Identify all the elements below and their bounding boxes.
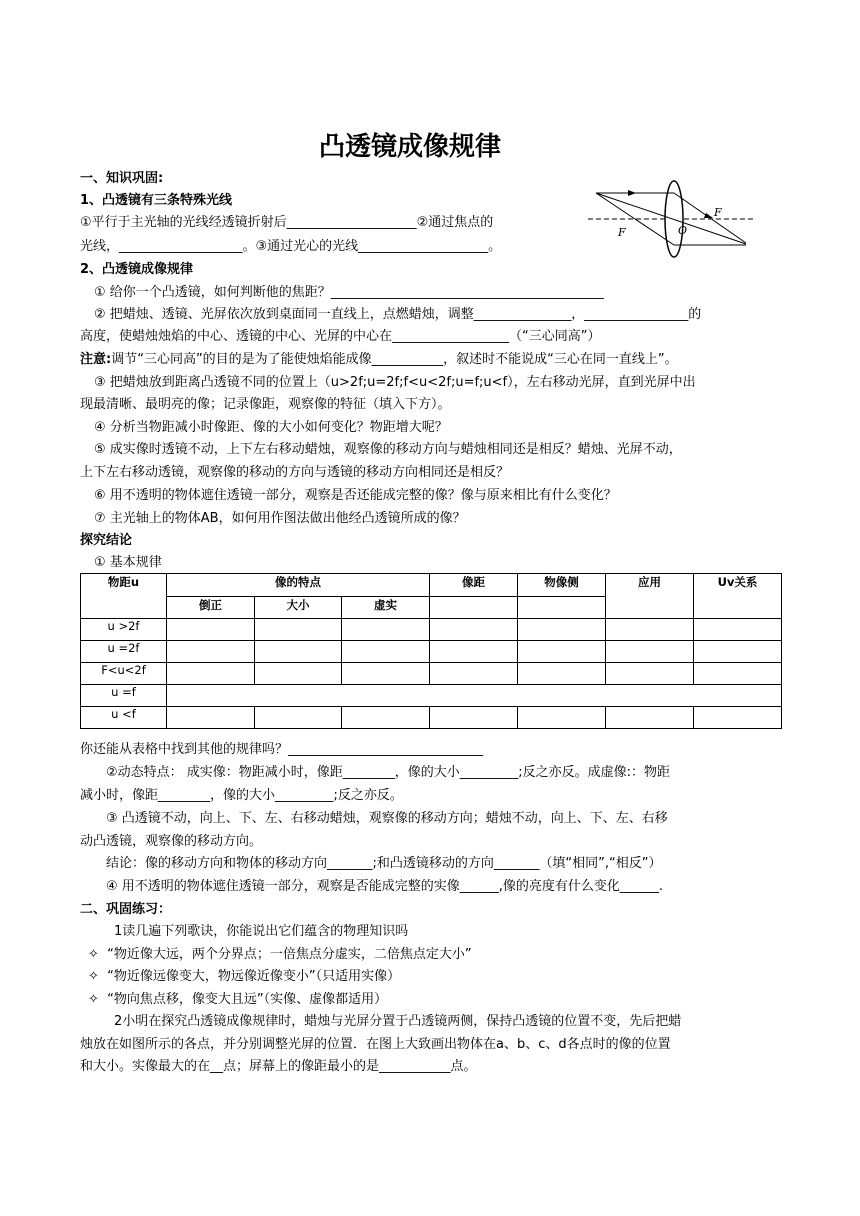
exercise-2b: 烛放在如图所示的各点，并分别调整光屏的位置．在图上大致画出物体在a、b、c、d各点时的像的位置 [80, 1037, 671, 1052]
note-label: 注意: [80, 352, 112, 367]
table-cell[interactable] [342, 707, 430, 729]
rhyme-item [88, 966, 400, 988]
table-cell[interactable] [694, 663, 782, 685]
table-row [81, 707, 782, 729]
rhyme-item [88, 944, 472, 966]
table-cell[interactable] [167, 641, 255, 663]
page-title: 凸透镜成像规律 [319, 132, 502, 162]
note-line [80, 349, 678, 371]
diamond-bullet-icon: ✧ [88, 992, 99, 1007]
table-cell[interactable] [167, 619, 255, 641]
table-cell[interactable] [694, 641, 782, 663]
para-2b: 高度，使蜡烛烛焰的中心、透镜的中心、光屏的中心在__________________（“三心同高”） [80, 329, 601, 344]
rhyme-text: “物近像远像变大，物远像近像变小”（只适用实像） [107, 969, 401, 984]
after-table-question: 你还能从表格中找到其他的规律吗？______________________________ [80, 742, 484, 757]
table-cell[interactable] [518, 619, 606, 641]
table-cell[interactable] [255, 641, 342, 663]
q2-heading: 2、凸透镜成像规律 [80, 262, 194, 277]
section2-heading: 二、巩固练习： [80, 902, 172, 917]
dynamic-4: ④ 用不透明的物体遮住透镜一部分，观察是否能成完整的实像______,像的亮度有什么变化______. [106, 879, 664, 894]
row-label: F<u<2f [81, 663, 167, 685]
para-6: ⑥ 用不透明的物体遮住透镜一部分，观察是否还能成完整的像？像与原来相比有什么变化？ [94, 488, 617, 503]
table-cell[interactable] [694, 707, 782, 729]
table-cell[interactable] [255, 707, 342, 729]
focal-point-left: F [618, 226, 626, 239]
header-application: 应用 [606, 574, 694, 619]
table-cell[interactable] [606, 663, 694, 685]
row-label: u =2f [81, 641, 167, 663]
para-5a: ⑤ 成实像时透镜不动，上下左右移动蜡烛，观察像的移动方向与蜡烛相同还是相反？蜡烛、光屏不动， [94, 442, 682, 457]
rhyme-text: “物近像大远，两个分界点；一倍焦点分虚实，二倍焦点定大小” [107, 947, 472, 962]
q1-line2: 光线，___________________。③通过光心的光线____________________。 [80, 239, 502, 254]
table-row [81, 685, 782, 707]
lens-ray-diagram [588, 178, 758, 260]
table-cell[interactable] [167, 707, 255, 729]
table-cell[interactable] [430, 619, 518, 641]
row-label: u <f [81, 707, 167, 729]
q1-line1: ①平行于主光轴的光线经透镜折射后____________________②通过焦点的 [80, 215, 494, 230]
exercise-2c: 和大小。实像最大的在__点；屏幕上的像距最小的是___________点。 [80, 1059, 477, 1074]
exercise-1: 1读几遍下列歌诀，你能说出它们蕴含的物理知识吗 [114, 924, 409, 939]
table-row [81, 641, 782, 663]
table-row [81, 619, 782, 641]
table-cell[interactable] [167, 663, 255, 685]
focal-point-right: F [714, 206, 722, 219]
para-5b: 上下左右移动透镜，观察像的移动的方向与透镜的移动方向相同还是相反？ [80, 465, 510, 480]
conclusion-heading: 探究结论 [80, 533, 133, 548]
rhyme-item [88, 989, 387, 1011]
table-cell[interactable] [518, 641, 606, 663]
section1-heading: 一、知识巩固: [80, 171, 164, 186]
conclusion-line: 结论：像的移动方向和物体的移动方向_______;和凸透镜移动的方向_______（填“相同”,“相反”） [106, 856, 662, 871]
table-cell[interactable] [430, 663, 518, 685]
para-1: ① 给你一个凸透镜，如何判断他的焦距？__________________________________________ [94, 285, 604, 300]
para-2a: ② 把蜡烛、透镜、光屏依次放到桌面同一直线上，点燃蜡烛，调整_______________，________________的 [94, 307, 702, 322]
header-uv-relation: Uv关系 [694, 574, 782, 619]
table-cell[interactable] [255, 619, 342, 641]
header-object-distance: 物距u [81, 574, 167, 619]
optical-center: O [678, 224, 688, 237]
table-cell[interactable] [342, 619, 430, 641]
basic-rule-label: ① 基本规律 [94, 555, 162, 570]
table-cell[interactable] [342, 641, 430, 663]
table-cell[interactable] [430, 707, 518, 729]
table-cell[interactable] [606, 707, 694, 729]
dynamic-1a: ②动态特点： 成实像：物距减小时，像距________，像的大小_________;反之亦反。成虚像:：物距 [106, 765, 671, 780]
table-cell-merged[interactable] [167, 685, 782, 707]
q1-heading: 1、凸透镜有三条特殊光线 [80, 193, 233, 208]
header-image-features: 像的特点 [167, 574, 430, 597]
table-cell[interactable] [518, 596, 606, 619]
dynamic-2a: ③ 凸透镜不动，向上、下、左、右移动蜡烛，观察像的移动方向；蜡烛不动，向上、下、左、右移 [106, 811, 668, 826]
row-label: u =f [81, 685, 167, 707]
para-3a: ③ 把蜡烛放到距离凸透镜不同的位置上（u>2f;u=2f;f<u<2f;u=f;u<f），左右移动光屏，直到光屏中出 [94, 375, 696, 390]
table-cell[interactable] [430, 641, 518, 663]
table-cell[interactable] [518, 707, 606, 729]
imaging-rules-table [80, 573, 782, 729]
diamond-bullet-icon: ✧ [88, 969, 99, 984]
exercise-2a: 2小明在探究凸透镜成像规律时，蜡烛与光屏分置于凸透镜两侧，保持凸透镜的位置不变，先后把蜡 [114, 1014, 682, 1029]
subheader-orientation: 倒正 [167, 596, 255, 619]
table-cell[interactable] [255, 663, 342, 685]
dynamic-1b: 减小时，像距________，像的大小_________;反之亦反。 [80, 788, 403, 803]
table-row [81, 663, 782, 685]
table-cell[interactable] [430, 596, 518, 619]
table-cell[interactable] [694, 619, 782, 641]
table-cell[interactable] [606, 641, 694, 663]
note-text: 调节“三心同高”的目的是为了能使烛焰能成像___________，叙述时不能说成“三心在同一直线上”。 [111, 352, 678, 367]
row-label: u >2f [81, 619, 167, 641]
table-cell[interactable] [518, 663, 606, 685]
dynamic-2b: 动凸透镜，观察像的移动方向。 [80, 834, 263, 849]
para-7: ⑦ 主光轴上的物体AB，如何用作图法做出他经凸透镜所成的像？ [94, 511, 466, 526]
para-4: ④ 分析当物距减小时像距、像的大小如何变化？物距增大呢？ [94, 420, 448, 435]
subheader-real-virtual: 虚实 [342, 596, 430, 619]
diamond-bullet-icon: ✧ [88, 947, 99, 962]
rhyme-text: “物向焦点移，像变大且远”（实像、虚像都适用） [107, 992, 388, 1007]
para-3b: 现最清晰、最明亮的像；记录像距，观察像的特征（填入下方）。 [80, 397, 451, 412]
header-image-distance: 像距 [430, 574, 518, 597]
table-cell[interactable] [342, 663, 430, 685]
subheader-size: 大小 [255, 596, 342, 619]
header-object-image-side: 物像侧 [518, 574, 606, 597]
table-cell[interactable] [606, 619, 694, 641]
